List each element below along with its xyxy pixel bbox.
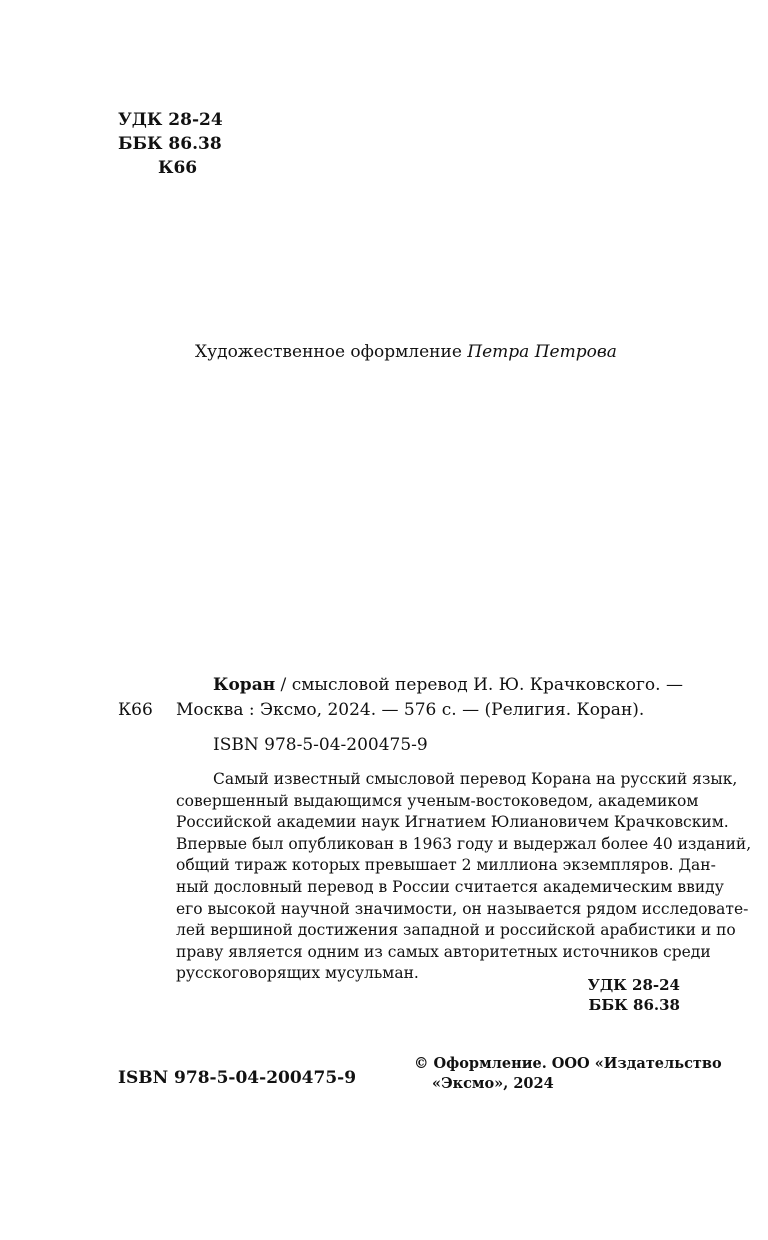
top-bbk-code: ББК 86.38 xyxy=(118,134,222,154)
bottom-udk-code: УДК 28-24 xyxy=(587,976,680,994)
footer-isbn: ISBN 978-5-04-200475-9 xyxy=(118,1068,357,1088)
abstract-line: русскоговорящих мусульман. xyxy=(176,964,419,983)
abstract-line: Впервые был опубликован в 1963 году и выдержал более 40 изданий, xyxy=(176,834,752,853)
abstract-line: праву является одним из самых авторитетных источников среди xyxy=(176,942,711,961)
bottom-bbk-code: ББК 86.38 xyxy=(588,996,680,1014)
catalog-isbn: ISBN 978-5-04-200475-9 xyxy=(213,735,428,755)
design-credit xyxy=(195,342,617,362)
catalog-entry-line-1 xyxy=(213,675,683,695)
abstract-line: общий тираж которых превышает 2 миллиона экземпляров. Дан- xyxy=(176,856,716,875)
abstract-line: лей вершиной достижения западной и российской арабистики и по xyxy=(176,921,736,940)
abstract-line: Российской академии наук Игнатием Юлиановичем Крачковским. xyxy=(176,813,729,832)
copyright-line: © Оформление. ООО «Издательство xyxy=(414,1055,722,1072)
abstract-paragraph xyxy=(176,769,752,985)
abstract-line: его высокой научной значимости, он называется рядом исследовате- xyxy=(176,899,749,918)
catalog-title: Коран xyxy=(213,675,276,695)
top-author-mark: К66 xyxy=(158,158,198,178)
catalog-author-mark: К66 xyxy=(118,700,153,720)
abstract-line: Самый известный смысловой перевод Корана на русский язык, xyxy=(213,770,738,788)
design-credit-name: Петра Петрова xyxy=(467,342,617,362)
catalog-line-1-rest: / смысловой перевод И. Ю. Крачковского. — xyxy=(275,675,683,695)
copyright-line: «Эксмо», 2024 xyxy=(432,1075,554,1092)
design-credit-label: Художественное оформление xyxy=(195,342,468,362)
catalog-entry-line-2: Москва : Эксмо, 2024. — 576 с. — (Религия. Коран). xyxy=(176,700,645,720)
abstract-line: ный дословный перевод в России считается академическим ввиду xyxy=(176,877,724,896)
copyright-notice xyxy=(414,1054,722,1094)
abstract-line: совершенный выдающимся ученым-востоковедом, академиком xyxy=(176,791,699,810)
top-udk-code: УДК 28-24 xyxy=(118,110,223,130)
